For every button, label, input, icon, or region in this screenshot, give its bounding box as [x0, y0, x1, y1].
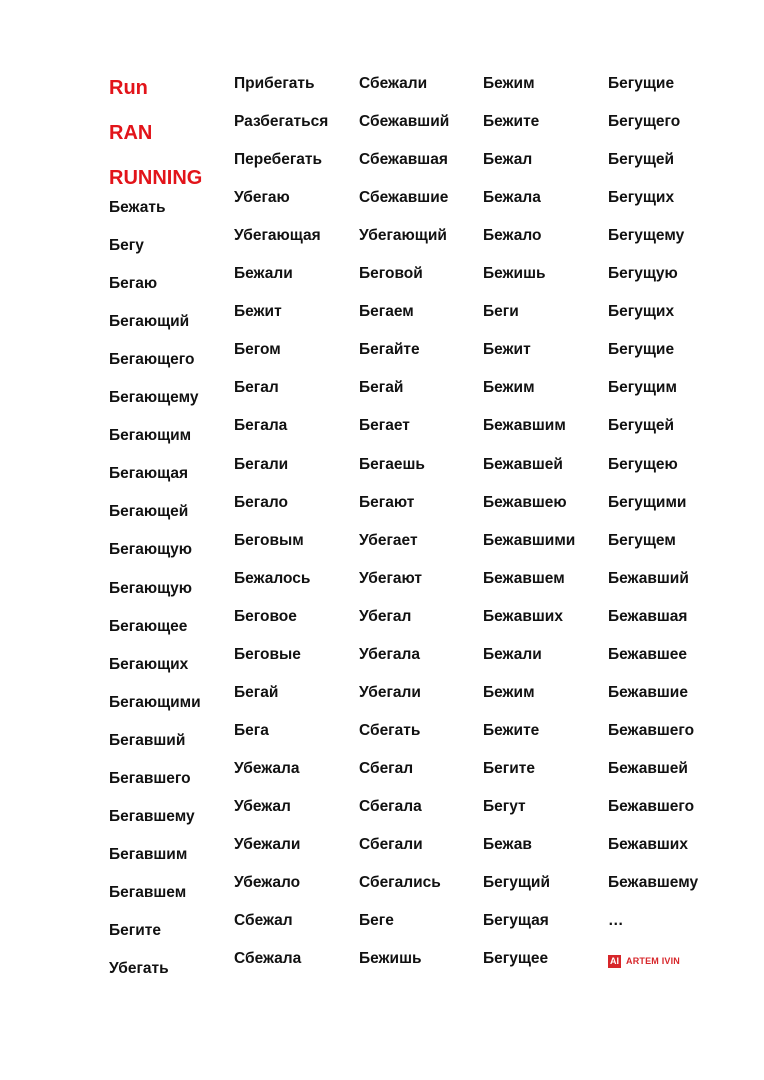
word-col5-item: Бегущую [608, 265, 678, 282]
word-col1-item: Бегающее [109, 618, 188, 635]
word-col4-item: Бежавших [483, 608, 563, 625]
word-col3-item: Бегаешь [359, 456, 425, 473]
word-col3-item: Сбежавшие [359, 189, 449, 206]
word-col3-item: Убегающий [359, 227, 447, 244]
word-col2-item: Прибегать [234, 75, 315, 92]
word-col2-item: Бежали [234, 265, 293, 282]
word-col2-item: Убежали [234, 836, 301, 853]
word-col5-item: Бежавшему [608, 874, 699, 891]
word-col1-item: Бегающей [109, 503, 189, 520]
word-col2-item: Бегом [234, 341, 281, 358]
word-col5-item: Бегущего [608, 113, 681, 130]
word-col3-item: Сбегал [359, 760, 414, 777]
word-col5-item: Бежавшего [608, 798, 695, 815]
word-col2-item: Бежит [234, 303, 282, 320]
word-col4-item: Бежавшим [483, 417, 566, 434]
word-col1-item: Бегающими [109, 694, 201, 711]
word-col5-item: Бегущие [608, 75, 675, 92]
word-col5-item: Бегущих [608, 189, 675, 206]
word-col4-item: Бежали [483, 646, 542, 663]
word-col2-item: Сбежал [234, 912, 293, 929]
word-col2-item: Бегал [234, 379, 279, 396]
word-col2-item: Беговые [234, 646, 301, 663]
word-col5-item: Бежавшая [608, 608, 688, 625]
word-col5-item: Бежавшего [608, 722, 695, 739]
word-col4-item: Бежавшем [483, 570, 565, 587]
word-col4-item: Бегите [483, 760, 535, 777]
word-col1-item: Бегающую [109, 541, 193, 558]
word-col5-item: Бежавших [608, 836, 688, 853]
word-col2-item: Бегало [234, 494, 288, 511]
word-col1-item: Бегающих [109, 656, 189, 673]
author-logo [608, 955, 680, 968]
word-col3-item: Бегают [359, 494, 415, 511]
word-col3-item: Сбежавшая [359, 151, 448, 168]
word-col2-item: Бегай [234, 684, 279, 701]
word-col5-item: Бежавшей [608, 760, 688, 777]
word-col4-item: Бегущая [483, 912, 549, 929]
word-col5-item: Бегущем [608, 532, 676, 549]
word-col4-item: Бежишь [483, 265, 546, 282]
word-col3-item: Сбегать [359, 722, 421, 739]
word-col2-item: Бега [234, 722, 269, 739]
word-col2-item: Убегающая [234, 227, 321, 244]
word-col5-item: Бежавшее [608, 646, 688, 663]
word-col3-item: Сбежавший [359, 113, 450, 130]
word-col3-item: Убегал [359, 608, 412, 625]
word-col5-item: Бегущей [608, 417, 675, 434]
word-col1-item: Бегающему [109, 389, 199, 406]
word-col4-item: Беги [483, 303, 519, 320]
word-col1-item: Бегающую [109, 580, 193, 597]
word-col3-item: Беговой [359, 265, 423, 282]
word-col4-item: Бежит [483, 341, 531, 358]
word-col1-item: Бегающим [109, 427, 192, 444]
heading-running: RUNNING [109, 167, 203, 189]
word-col3-item: Бегаем [359, 303, 414, 320]
word-col4-item: Бежало [483, 227, 542, 244]
word-col1-item: Бегавшем [109, 884, 187, 901]
word-col1-item: Бегите [109, 922, 161, 939]
word-col3-item: Сбегались [359, 874, 441, 891]
word-col1-item: Бегающего [109, 351, 195, 368]
word-col3-item: Бегай [359, 379, 404, 396]
word-col3-item: Бегайте [359, 341, 420, 358]
word-col4-item: Бежим [483, 684, 535, 701]
word-col5-item: Бегущих [608, 303, 675, 320]
word-col3-item: Беге [359, 912, 394, 929]
logo-mark-icon: AI [610, 956, 619, 966]
word-col5-item: Бегущими [608, 494, 687, 511]
word-col3-item: Сбегала [359, 798, 422, 815]
word-col3-item: Бегает [359, 417, 410, 434]
word-col1-item: Бегающая [109, 465, 189, 482]
word-col5-item: Бежавшие [608, 684, 688, 701]
word-col5-item: … [608, 912, 624, 929]
word-col1-item: Бегавшим [109, 846, 188, 863]
word-col5-item: Бегущие [608, 341, 675, 358]
word-col4-item: Бежавшей [483, 456, 563, 473]
word-col4-item: Бежал [483, 151, 533, 168]
word-col2-item: Убегаю [234, 189, 290, 206]
logo-text: ARTEM IVIN [626, 956, 681, 966]
heading-ran: RAN [109, 122, 153, 144]
word-col1-item: Бегу [109, 237, 144, 254]
word-col5-item: Бегущему [608, 227, 685, 244]
word-col1-item: Бегавшему [109, 808, 195, 825]
word-col2-item: Бежалось [234, 570, 311, 587]
word-col1-item: Бегавший [109, 732, 186, 749]
word-col2-item: Беговым [234, 532, 304, 549]
word-col2-item: Бегали [234, 456, 289, 473]
word-col1-item: Бегающий [109, 313, 190, 330]
word-col2-item: Перебегать [234, 151, 323, 168]
word-col4-item: Бежите [483, 113, 540, 130]
word-col4-item: Бегущее [483, 950, 549, 967]
word-col4-item: Бежите [483, 722, 540, 739]
word-col1-item: Бегаю [109, 275, 158, 292]
word-col4-item: Бегут [483, 798, 526, 815]
word-col3-item: Бежишь [359, 950, 422, 967]
word-col1-item: Бегавшего [109, 770, 191, 787]
word-col2-item: Беговое [234, 608, 297, 625]
word-col4-item: Бежав [483, 836, 532, 853]
word-col4-item: Бежавшими [483, 532, 576, 549]
word-col5-item: Бежавший [608, 570, 689, 587]
word-col2-item: Сбежала [234, 950, 302, 967]
word-col2-item: Убежала [234, 760, 300, 777]
word-col2-item: Бегала [234, 417, 288, 434]
word-col1-item: Убегать [109, 960, 169, 977]
word-col4-item: Бежим [483, 75, 535, 92]
word-col3-item: Убегала [359, 646, 420, 663]
word-col3-item: Убегает [359, 532, 418, 549]
word-col3-item: Сбежали [359, 75, 428, 92]
word-col4-item: Бежим [483, 379, 535, 396]
word-col5-item: Бегущею [608, 456, 678, 473]
word-col5-item: Бегущей [608, 151, 675, 168]
word-col1-item: Бежать [109, 199, 166, 216]
word-col3-item: Сбегали [359, 836, 423, 853]
heading-run: Run [109, 77, 148, 99]
word-col3-item: Убегали [359, 684, 421, 701]
word-col5-item: Бегущим [608, 379, 677, 396]
word-col4-item: Бежавшею [483, 494, 567, 511]
word-col4-item: Бегущий [483, 874, 550, 891]
word-col3-item: Убегают [359, 570, 422, 587]
word-col2-item: Разбегаться [234, 113, 329, 130]
word-col2-item: Убежало [234, 874, 301, 891]
word-col4-item: Бежала [483, 189, 541, 206]
word-col2-item: Убежал [234, 798, 291, 815]
